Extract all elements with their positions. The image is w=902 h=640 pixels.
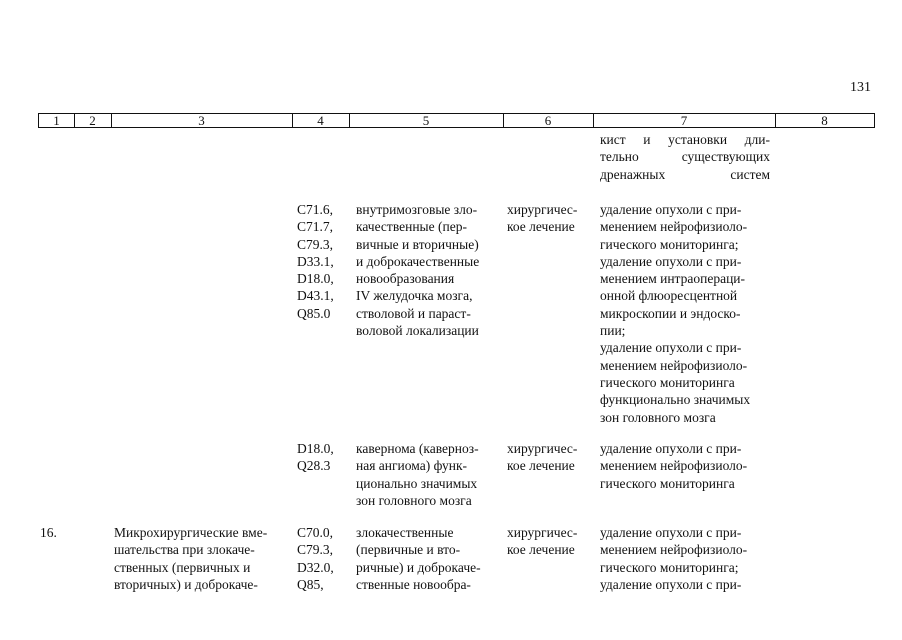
row3-number: 16. <box>40 525 57 540</box>
row3-icd-codes <box>297 524 345 593</box>
row1-procedure <box>600 201 770 426</box>
text-line: и доброкачественные <box>356 253 480 269</box>
text-line: ричные) и доброкаче- <box>356 559 481 575</box>
row3-treatment-type <box>507 524 591 559</box>
header-col-8: 8 <box>775 113 875 128</box>
text-line: удаление опухоли с при- <box>600 340 742 356</box>
text-line: тельно существующих <box>600 149 770 165</box>
text-line: ственные новообра- <box>356 576 471 592</box>
text-line: кое лечение <box>507 542 575 558</box>
text-line: менением интраопераци- <box>600 271 746 287</box>
text-line: кое лечение <box>507 219 575 235</box>
row2-procedure <box>600 440 770 492</box>
text-line: D18.0, <box>297 271 334 287</box>
row2-icd-codes <box>297 440 345 475</box>
text-line: Q85.0 <box>297 305 331 321</box>
text-line: удаление опухоли с при- <box>600 576 742 592</box>
row2-diagnosis <box>356 440 498 509</box>
text-line: внутримозговые зло- <box>356 202 478 217</box>
header-col-1: 1 <box>38 113 75 128</box>
text-line: C70.0, <box>297 525 334 540</box>
row3-procedure <box>600 524 770 593</box>
row2-treatment-type <box>507 440 591 475</box>
text-line: воловой локализации <box>356 323 479 339</box>
text-line: C79.3, <box>297 236 334 252</box>
row1-icd-codes <box>297 201 345 322</box>
text-line: удаление опухоли с при- <box>600 441 742 456</box>
text-line: C79.3, <box>297 542 334 558</box>
text-line: C71.7, <box>297 219 334 235</box>
text-line: стволовой и параст- <box>356 305 471 321</box>
header-col-5: 5 <box>349 113 504 128</box>
text-line: D43.1, <box>297 288 334 304</box>
text-line: ственных (первичных и <box>114 559 251 575</box>
continuation-procedure <box>600 131 770 183</box>
header-col-3: 3 <box>111 113 293 128</box>
text-line: Микрохирургические вме- <box>114 525 268 540</box>
text-line: хирургичес- <box>507 525 578 540</box>
text-line: менением нейрофизиоло- <box>600 357 748 373</box>
row1-treatment-type <box>507 201 591 236</box>
text-line: IV желудочка мозга, <box>356 288 473 304</box>
text-line: ционально значимых <box>356 475 478 491</box>
text-line: шательства при злокаче- <box>114 542 255 558</box>
text-line: дренажных систем <box>600 166 770 182</box>
text-line: онной флюоресцентной <box>600 288 738 304</box>
text-line: пии; <box>600 323 626 339</box>
text-line: новообразования <box>356 271 455 287</box>
text-line: микроскопии и эндоско- <box>600 305 741 321</box>
text-line: хирургичес- <box>507 441 578 456</box>
text-line: вичные и вторичные) <box>356 236 479 252</box>
text-line: удаление опухоли с при- <box>600 525 742 540</box>
text-line: D33.1, <box>297 253 334 269</box>
text-line: кист и установки дли- <box>600 132 770 147</box>
text-line: гического мониторинга <box>600 374 735 390</box>
header-col-7: 7 <box>593 113 776 128</box>
text-line: ная ангиома) функ- <box>356 458 468 474</box>
text-line: кавернома (каверноз- <box>356 441 479 456</box>
text-line: Q85, <box>297 576 324 592</box>
text-line: хирургичес- <box>507 202 578 217</box>
text-line: функционально значимых <box>600 392 751 408</box>
text-line: зон головного мозга <box>600 409 716 425</box>
text-line: C71.6, <box>297 202 334 217</box>
header-col-2: 2 <box>74 113 112 128</box>
text-line: злокачественные <box>356 525 454 540</box>
text-line: удаление опухоли с при- <box>600 253 742 269</box>
text-line: менением нейрофизиоло- <box>600 542 748 558</box>
text-line: кое лечение <box>507 458 575 474</box>
text-line: зон головного мозга <box>356 492 472 508</box>
text-line: удаление опухоли с при- <box>600 202 742 217</box>
text-line: D32.0, <box>297 559 334 575</box>
text-line: менением нейрофизиоло- <box>600 219 748 235</box>
text-line: D18.0, <box>297 441 334 456</box>
text-line: гического мониторинга; <box>600 236 739 252</box>
text-line: гического мониторинга; <box>600 559 739 575</box>
row1-diagnosis <box>356 201 498 339</box>
text-line: качественные (пер- <box>356 219 467 235</box>
header-col-6: 6 <box>503 113 594 128</box>
row3-intervention <box>114 524 286 593</box>
text-line: (первичные и вто- <box>356 542 461 558</box>
page-number: 131 <box>850 80 871 95</box>
text-line: вторичных) и доброкаче- <box>114 576 258 592</box>
header-col-4: 4 <box>292 113 350 128</box>
text-line: гического мониторинга <box>600 475 735 491</box>
text-line: менением нейрофизиоло- <box>600 458 748 474</box>
text-line: Q28.3 <box>297 458 331 474</box>
row3-diagnosis <box>356 524 498 593</box>
